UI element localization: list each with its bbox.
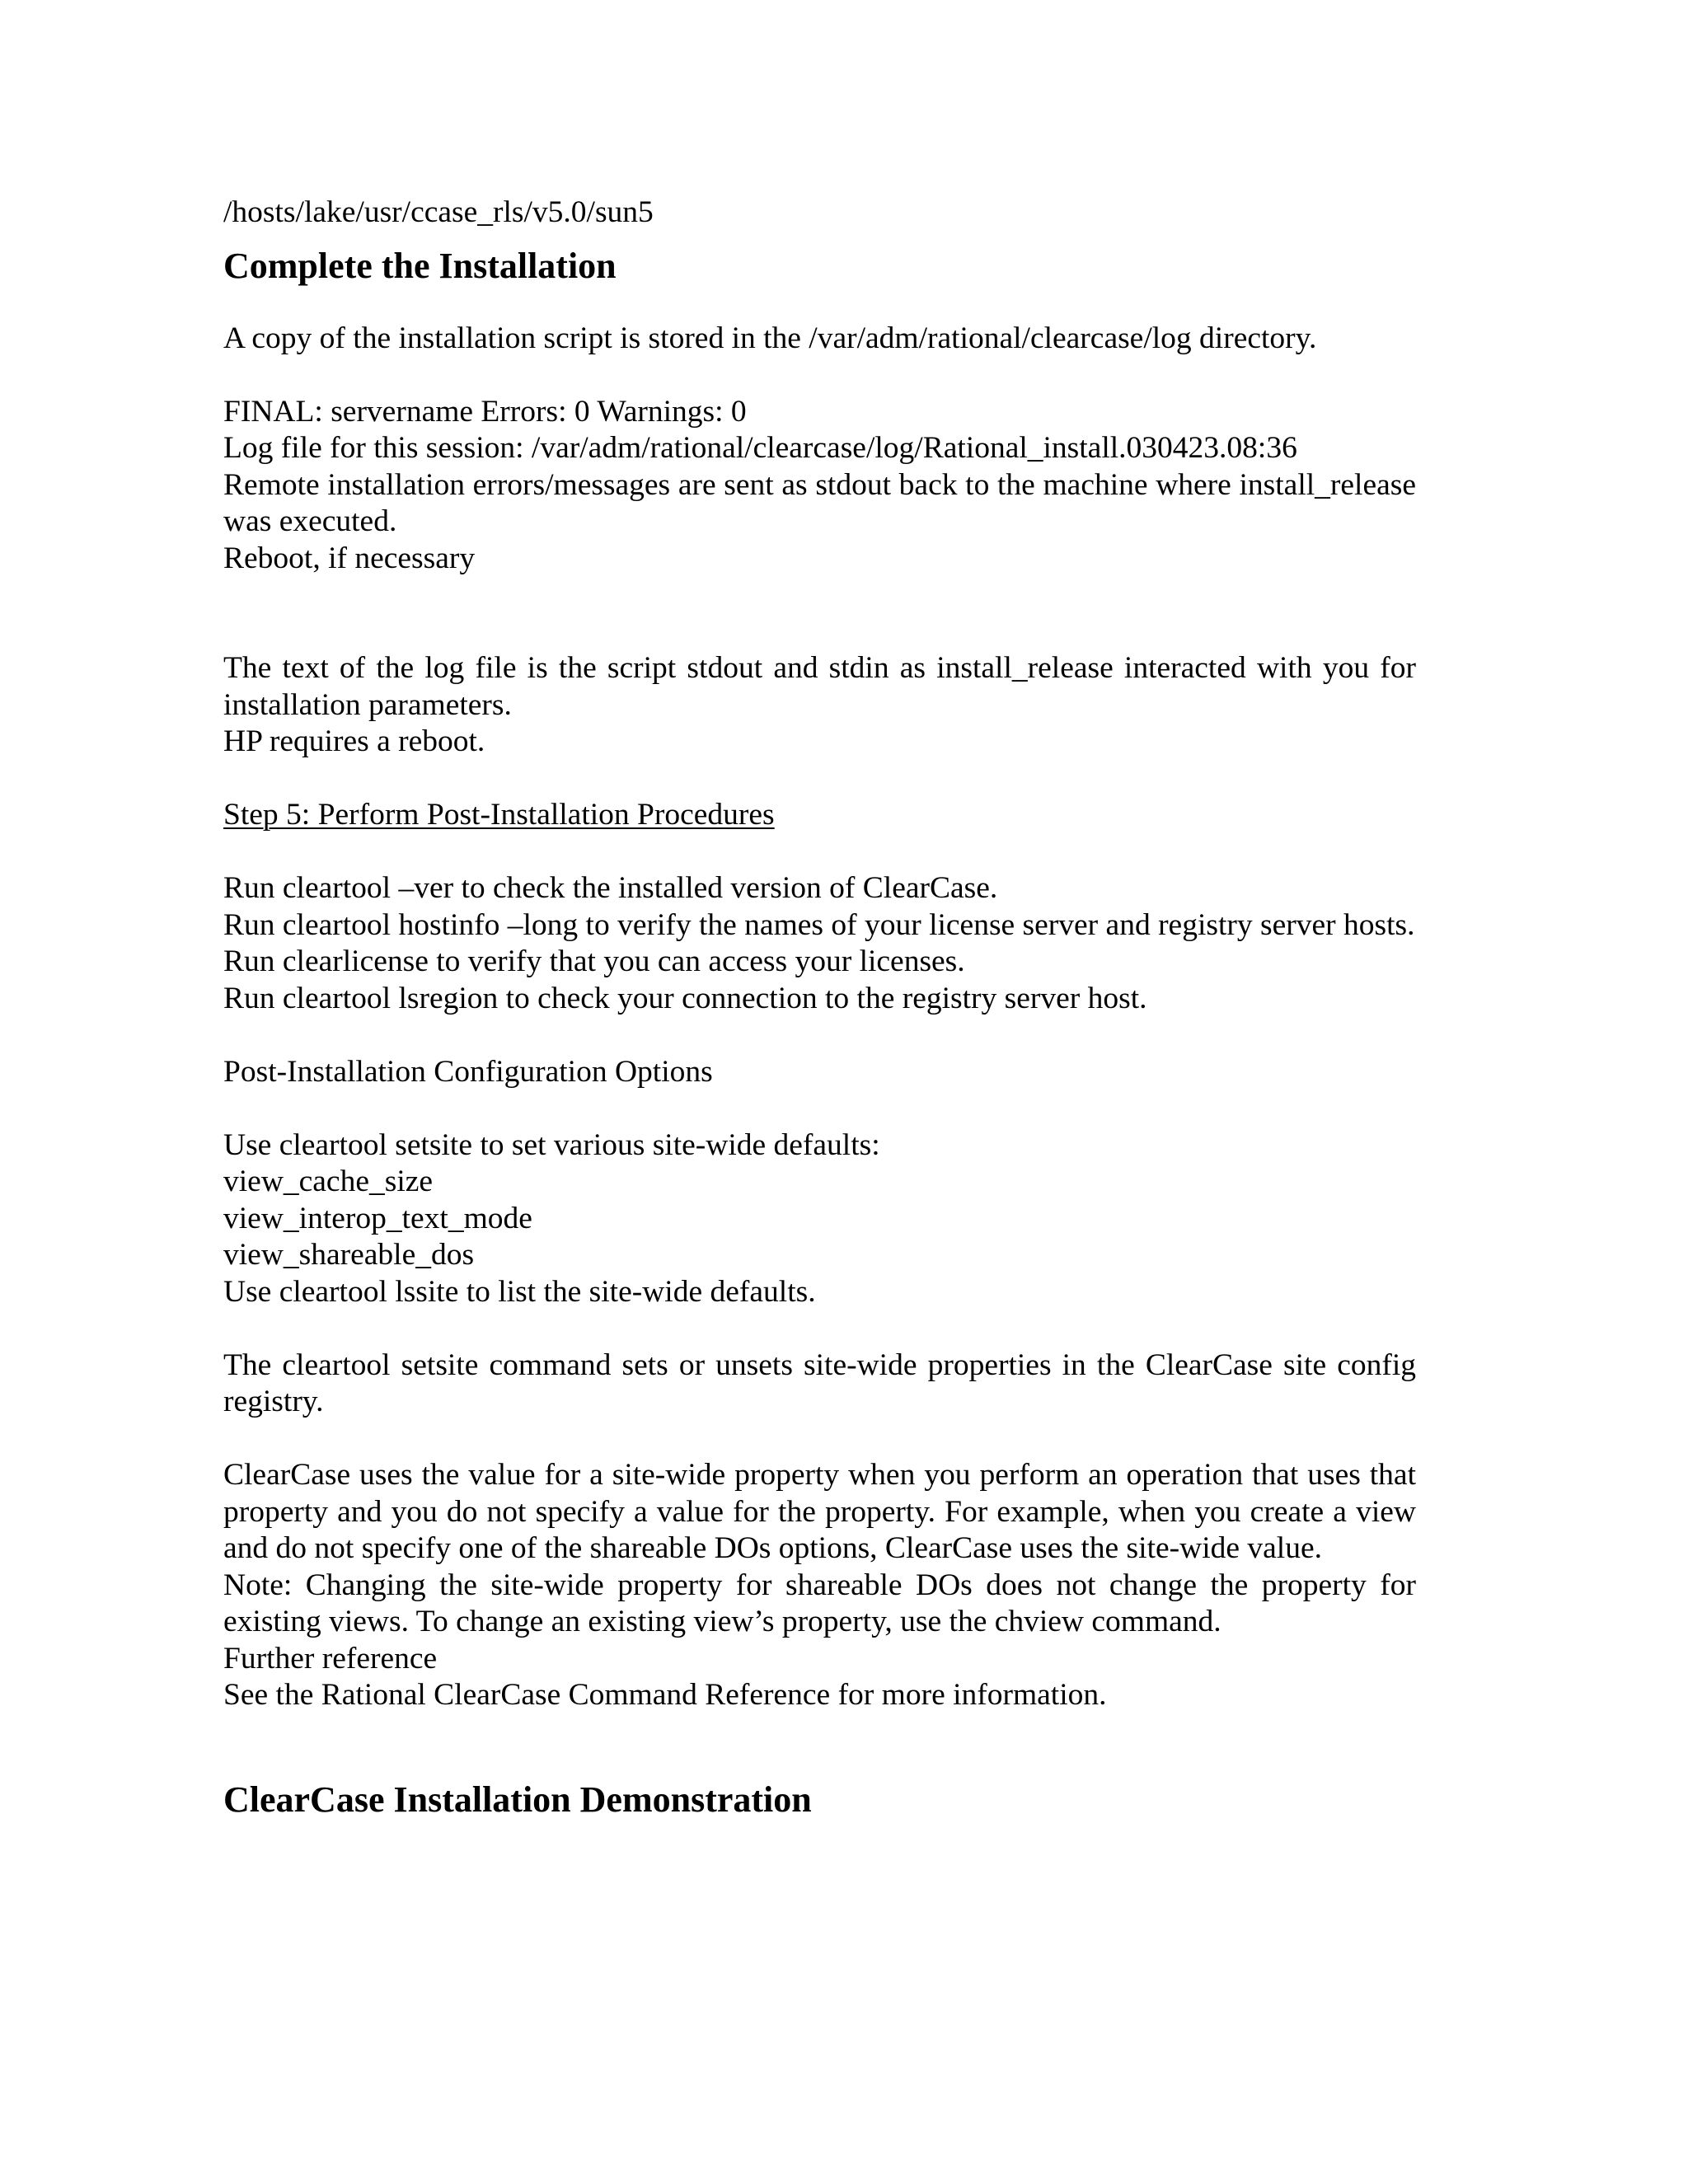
lssite-line: Use cleartool lssite to list the site-wide defaults. bbox=[223, 1274, 816, 1309]
further-reference-line: Further reference bbox=[223, 1641, 438, 1675]
remote-errors-line: Remote installation errors/messages are sent as stdout back to the machine where install_release was executed. bbox=[223, 467, 1416, 538]
run-line-clearlicense: Run clearlicense to verify that you can access your licenses. bbox=[223, 944, 965, 978]
see-reference-line: See the Rational ClearCase Command Reference for more information. bbox=[223, 1678, 1107, 1712]
setsite-option-cache-size: view_cache_size bbox=[223, 1165, 434, 1198]
note-line: Note: Changing the site-wide property for shareable DOs does not change the property for existing views. To change an existing view’s property, use the chview command. bbox=[223, 1568, 1416, 1638]
heading-installation-demonstration: ClearCase Installation Demonstration bbox=[223, 1779, 812, 1820]
final-status-line: FINAL: servername Errors: 0 Warnings: 0 bbox=[223, 394, 747, 429]
document-page bbox=[223, 194, 1416, 1821]
run-line-lsregion: Run cleartool lsregion to check your connection to the registry server host. bbox=[223, 981, 1147, 1015]
run-line-ver: Run cleartool –ver to check the installed version of ClearCase. bbox=[223, 871, 998, 905]
setsite-intro: Use cleartool setsite to set various site-wide defaults: bbox=[223, 1127, 880, 1162]
para-installation-script-copy: A copy of the installation script is stored in the /var/adm/rational/clearcase/log directory. bbox=[223, 321, 1317, 355]
reboot-line: Reboot, if necessary bbox=[223, 541, 476, 575]
run-line-hostinfo: Run cleartool hostinfo –long to verify the names of your license server and registry server hosts. bbox=[223, 907, 1415, 942]
install-path: /hosts/lake/usr/ccase_rls/v5.0/sun5 bbox=[223, 195, 654, 229]
para-setsite-command: The cleartool setsite command sets or unsets site-wide properties in the ClearCase site config registry. bbox=[223, 1347, 1416, 1418]
setsite-option-interop-text-mode: view_interop_text_mode bbox=[223, 1201, 532, 1235]
log-file-line: Log file for this session: /var/adm/rational/clearcase/log/Rational_install.030423.08:36 bbox=[223, 431, 1297, 465]
para-log-text: The text of the log file is the script stdout and stdin as install_release interacted with you for installation parameters. bbox=[223, 651, 1416, 722]
hp-reboot-line: HP requires a reboot. bbox=[223, 724, 485, 758]
step5-heading: Step 5: Perform Post-Installation Procedures bbox=[223, 798, 775, 832]
config-options-heading: Post-Installation Configuration Options bbox=[223, 1054, 713, 1089]
heading-complete-installation: Complete the Installation bbox=[223, 245, 617, 286]
para-clearcase-uses: ClearCase uses the value for a site-wide property when you perform an operation that uses that property and you do not specify a value for the property. For example, when you create a view and do not specify one of the shareable DOs options, ClearCase uses the site-wide value. bbox=[223, 1458, 1416, 1565]
setsite-option-shareable-dos: view_shareable_dos bbox=[223, 1238, 475, 1272]
